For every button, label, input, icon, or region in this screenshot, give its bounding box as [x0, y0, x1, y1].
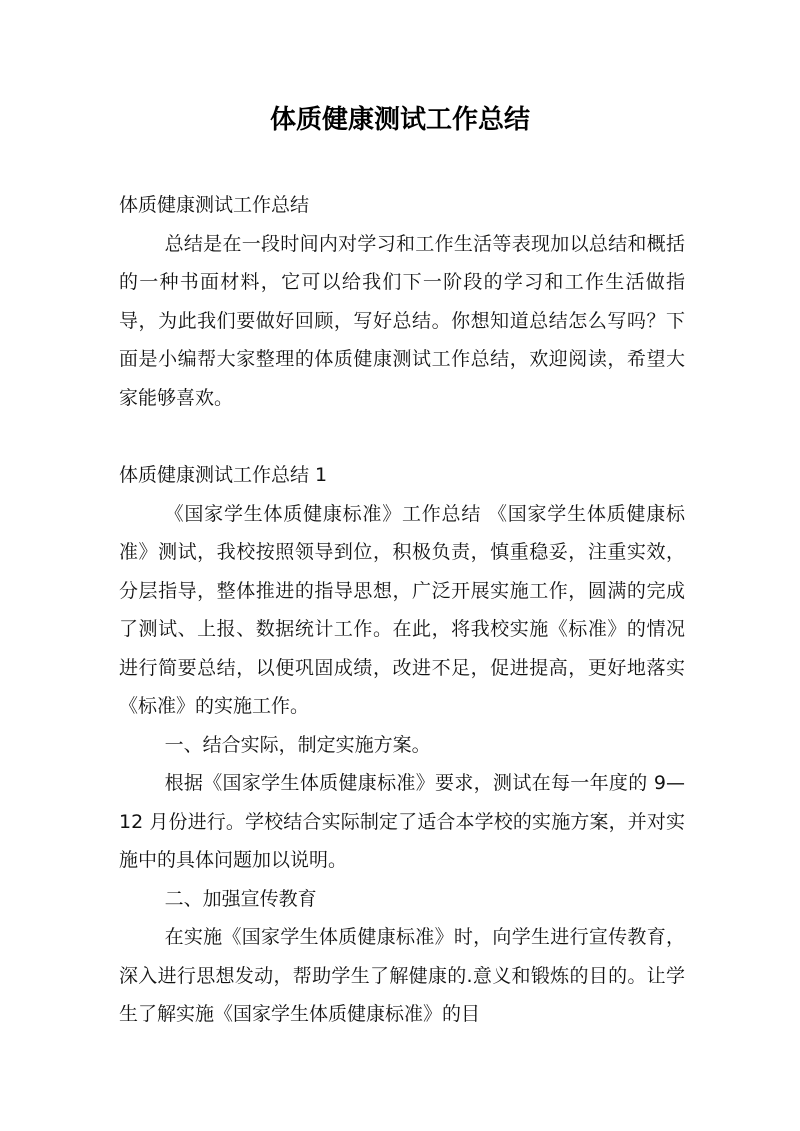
section-paragraph-2: 根据《国家学生体质健康标准》要求，测试在每一年度的 9—12 月份进行。学校结合实际制定了适合本学校的实施方案，并对实施中的具体问题加以说明。 [119, 772, 685, 871]
intro-paragraph: 总结是在一段时间内对学习和工作生活等表现加以总结和概括的一种书面材料，它可以给我们下一阶段的学习和工作生活做指导，为此我们要做好回顾，写好总结。你想知道总结怎么写吗？下面是小编帮大家整理的体质健康测试工作总结，欢迎阅读，希望大家能够喜欢。 [119, 232, 685, 409]
section-paragraph-1: 《国家学生体质健康标准》工作总结 《国家学生体质健康标准》测试，我校按照领导到位，积极负责，慎重稳妥，注重实效，分层指导，整体推进的指导思想，广泛开展实施工作，圆满的完成了测试、上报、数据统计工作。在此，将我校实施《标准》的情况进行简要总结，以便巩固成绩，改进不足，促进提高，更好地落实《标准》的实施工作。 [119, 502, 685, 717]
section-paragraph-3: 在实施《国家学生体质健康标准》时，向学生进行宣传教育，深入进行思想发动，帮助学生了解健康的.意义和锻炼的目的。让学生了解实施《国家学生体质健康标准》的目 [119, 926, 685, 1025]
section-heading-1: 体质健康测试工作总结 1 [119, 464, 328, 486]
subheading-2: 二、加强宣传教育 [164, 887, 317, 910]
document-body [119, 186, 685, 1034]
intro-heading: 体质健康测试工作总结 [119, 194, 310, 216]
subheading-1: 一、结合实际，制定实施方案。 [164, 733, 431, 756]
document-title: 体质健康测试工作总结 [269, 105, 530, 135]
